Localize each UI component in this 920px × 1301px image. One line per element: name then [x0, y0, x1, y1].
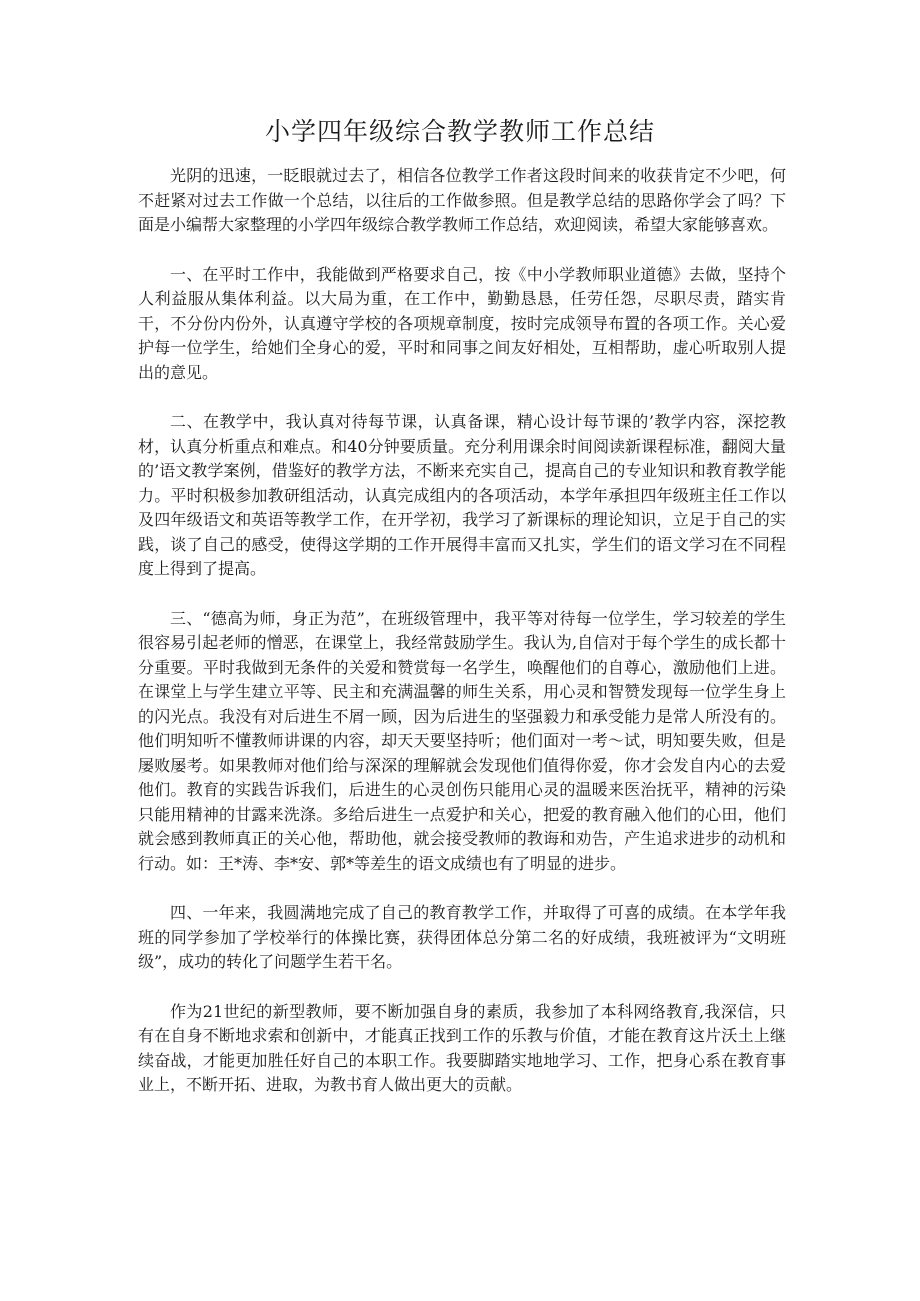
section-three-paragraph: 三、“德高为师，身正为范”，在班级管理中，我平等对待每一位学生，学习较差的学生很容易引起老师的憎恶，在课堂上，我经常鼓励学生。我认为,自信对于每个学生的成长都十分重要。平时我做到无条件的关爱和赞赏每一名学生，唤醒他们的自尊心，激励他们上进。在课堂上与学生建立平等、民主和充满温馨的师生关系，用心灵和智赞发现每一位学生身上的闪光点。我没有对后进生不屑一顾，因为后进生的坚强毅力和承受能力是常人所没有的。他们明知听不懂教师讲课的内容，却天天要坚持听；他们面对一考～试，明知要失败，但是屡败屡考。如果教师对他们给与深深的理解就会发现他们值得你爱，你才会发自内心的去爱他们。教育的实践告诉我们，后进生的心灵创伤只能用心灵的温暖来医治抚平，精神的污染只能用精神的甘露来洗涤。多给后进生一点爱护和关心，把爱的教育融入他们的心田，他们就会感到教师真正的关心他，帮助他，就会接受教师的教诲和劝告，产生追求进步的动机和行动。如：王*涛、李*安、郭*等差生的语文成绩也有了明显的进步。 — [138, 608, 786, 873]
document-body — [138, 164, 786, 1123]
section-two-paragraph: 二、在教学中，我认真对待每节课，认真备课，精心设计每节课的’教学内容，深挖教材，认真分析重点和难点。和40分钟要质量。充分利用课余时间阅读新课程标准，翻阅大量的’语文教学案例，借鉴好的教学方法，不断来充实自己，提高自己的专业知识和教育教学能力。平时积极参加教研组活动，认真完成组内的各项活动，本学年承担四年级班主任工作以及四年级语文和英语等教学工作，在开学初，我学习了新课标的理论知识，立足于自己的实践，谈了自己的感受，使得这学期的工作开展得丰富而又扎实，学生们的语文学习在不同程度上得到了提高。 — [138, 412, 786, 578]
document-title: 小学四年级综合教学教师工作总结 — [264, 117, 655, 146]
intro-paragraph: 光阴的迅速，一眨眼就过去了，相信各位教学工作者这段时间来的收获肯定不少吧，何不赶紧对过去工作做一个总结，以往后的工作做参照。但是教学总结的思路你学会了吗？下面是小编帮大家整理的小学四年级综合教学教师工作总结，欢迎阅读，希望大家能够喜欢。 — [138, 166, 786, 234]
section-four-paragraph: 四、一年来，我圆满地完成了自己的教育教学工作，并取得了可喜的成绩。在本学年我班的同学参加了学校举行的体操比赛，获得团体总分第二名的好成绩，我班被评为“文明班级”，成功的转化了问题学生若干名。 — [138, 903, 786, 971]
section-one-paragraph: 一、在平时工作中，我能做到严格要求自己，按《中小学教师职业道德》去做，坚持个人利益服从集体利益。以大局为重，在工作中，勤勤恳恳，任劳任怨，尽职尽责，踏实肯干，不分份内份外，认真遵守学校的各项规章制度，按时完成领导布置的各项工作。关心爱护每一位学生，给她们全身心的爱，平时和同事之间友好相处，互相帮助，虚心听取别人提出的意见。 — [138, 264, 786, 382]
closing-paragraph: 作为21世纪的新型教师，要不断加强自身的素质，我参加了本科网络教育,我深信，只有在自身不断地求索和创新中，才能真正找到工作的乐教与价值，才能在教育这片沃土上继续奋战，才能更加胜任好自己的本职工作。我要脚踏实地地学习、工作，把身心系在教育事业上，不断开拓、进取，为教书育人做出更大的贡献。 — [138, 1001, 786, 1094]
